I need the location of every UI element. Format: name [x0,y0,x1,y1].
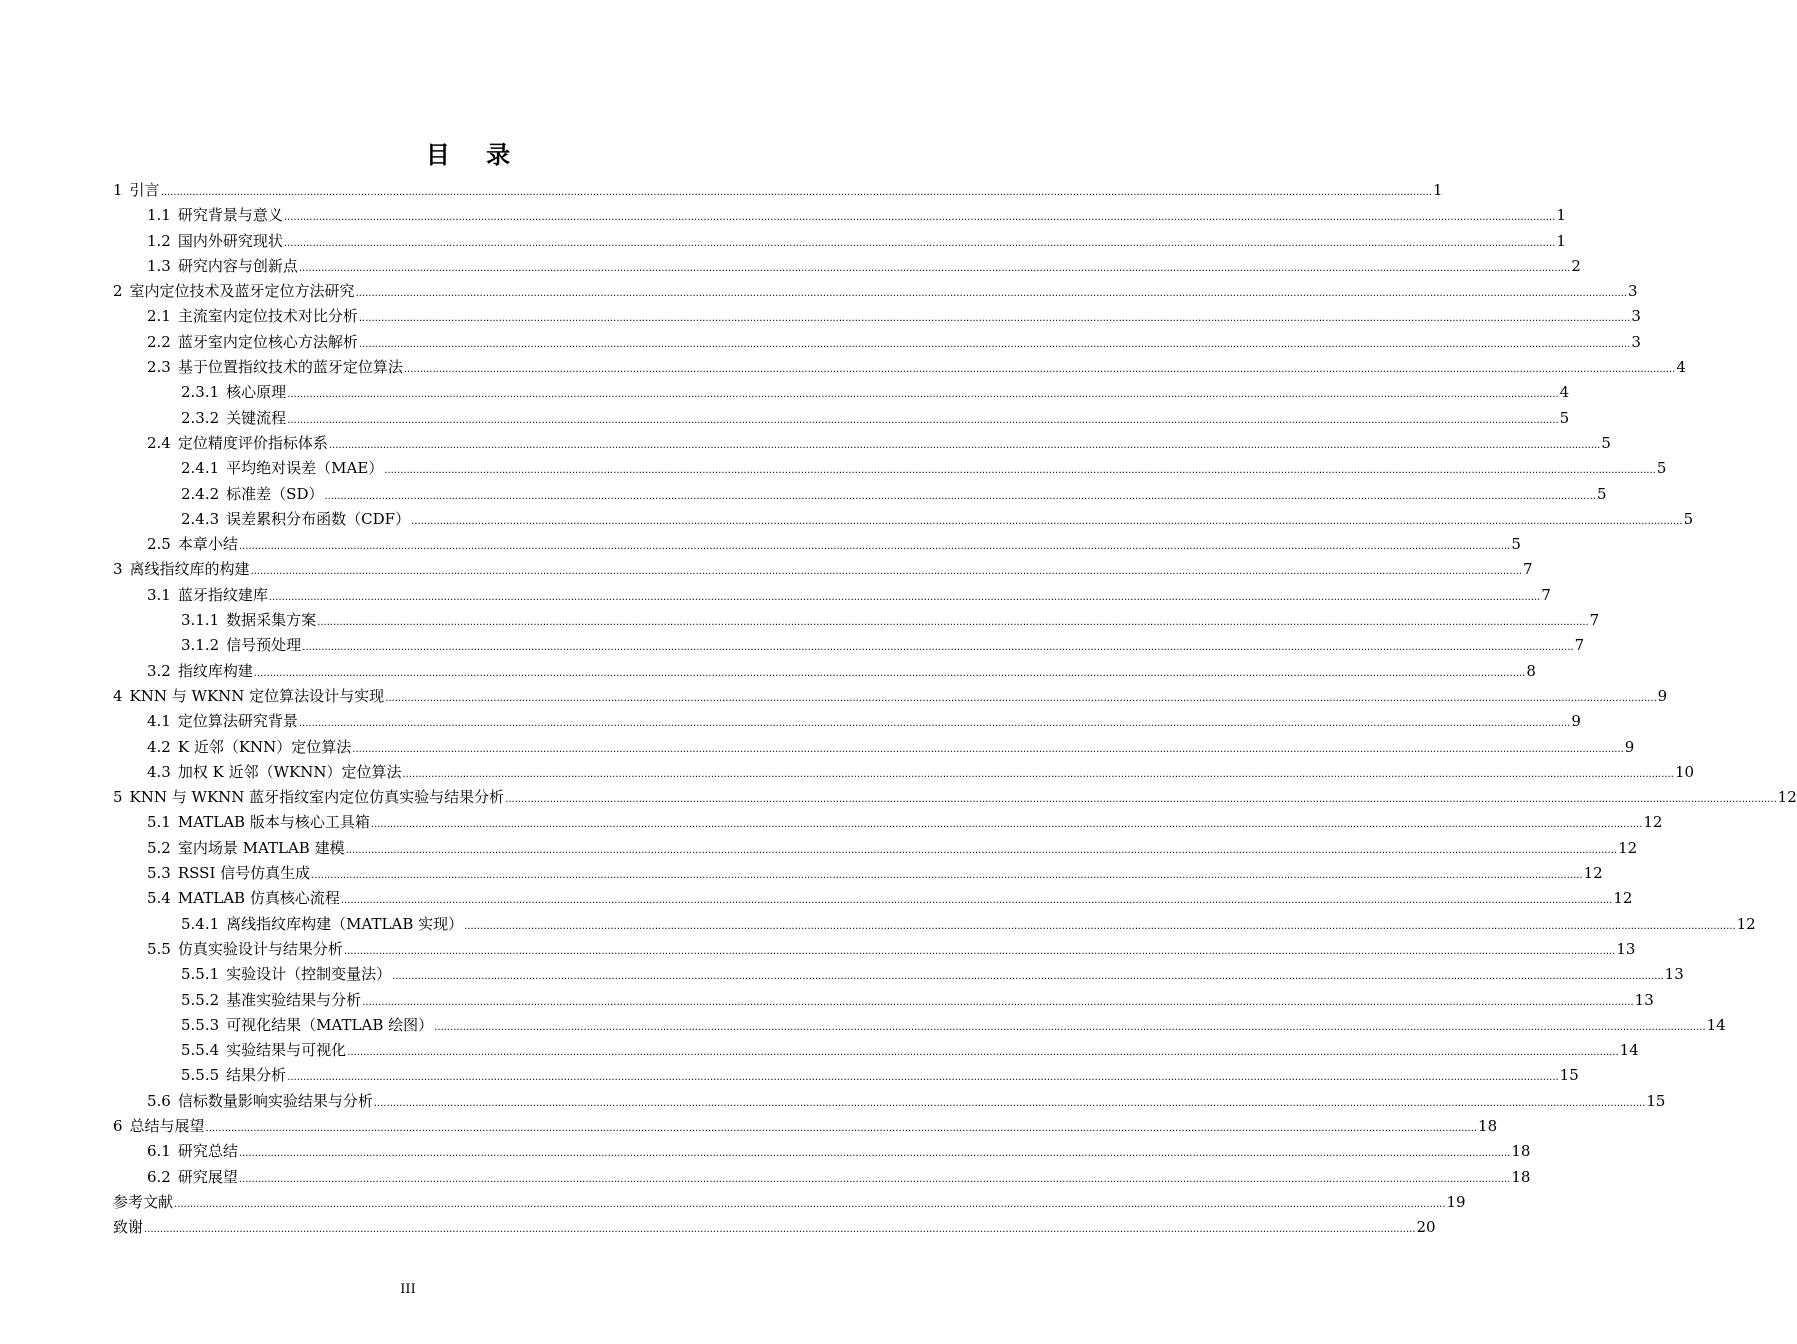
toc-entry[interactable] [113,1139,1531,1164]
toc-entry[interactable] [113,1165,1531,1190]
toc-entry-title: 信标数量影响实验结果与分析 [177,1091,373,1110]
toc-entry-number: 4.1 [147,712,171,731]
toc-entry-page: 1 [1556,231,1566,250]
dot-leader: ................................................................................................................................................................................................................................................................................................................................................................................................................ [358,338,1631,350]
page-number: III [400,1282,416,1297]
toc-entry-number: 5.5 [147,939,171,958]
toc-entry-number: 2.5 [147,535,171,554]
toc-entry-title: 结果分析 [226,1066,287,1085]
toc-entry-number: 4.3 [147,762,171,781]
toc-entry-title: 加权 K 近邻（WKNN）定位算法 [177,762,402,781]
toc-entry[interactable] [113,1089,1666,1114]
toc-entry-page: 3 [1631,332,1641,351]
dot-leader: ................................................................................................................................................................................................................................................................................................................................................................................................................ [464,920,1736,932]
toc-entry-page: 3 [1628,282,1638,301]
toc-entry-page: 19 [1446,1192,1466,1211]
toc-entry-title: 定位算法研究背景 [177,712,298,731]
toc-entry-page: 13 [1634,990,1654,1009]
dot-leader: ................................................................................................................................................................................................................................................................................................................................................................................................................ [298,718,1571,730]
dot-leader: ................................................................................................................................................................................................................................................................................................................................................................................................................ [343,945,1616,957]
dot-leader: ................................................................................................................................................................................................................................................................................................................................................................................................................ [253,667,1526,679]
toc-entry-number: 3.1.2 [181,636,220,655]
toc-entry-number: 2.4.1 [181,459,220,478]
toc-entry-page: 9 [1624,737,1635,756]
toc-entry-page: 18 [1511,1167,1531,1186]
toc-entry-title: 离线指纹库的构建 [129,560,250,579]
dot-leader: ................................................................................................................................................................................................................................................................................................................................................................................................................ [347,1047,1619,1059]
toc-entry-title: 本章小结 [177,535,238,554]
toc-entry-page: 18 [1511,1142,1531,1161]
dot-leader: ................................................................................................................................................................................................................................................................................................................................................................................................................ [144,1224,1416,1236]
dot-leader: ................................................................................................................................................................................................................................................................................................................................................................................................................ [287,389,1559,401]
toc-entry-page: 1 [1433,181,1443,199]
toc-entry[interactable] [113,557,1533,582]
dot-leader: ................................................................................................................................................................................................................................................................................................................................................................................................................ [238,541,1511,553]
toc-entry[interactable] [113,861,1603,886]
dot-leader: ................................................................................................................................................................................................................................................................................................................................................................................................................ [392,971,1664,983]
toc-entry-page: 7 [1523,560,1533,579]
toc-entry-title: RSSI 信号仿真生成 [177,864,311,883]
dot-leader: ................................................................................................................................................................................................................................................................................................................................................................................................................ [373,1097,1646,1109]
toc-entry[interactable] [113,431,1611,456]
dot-leader: ................................................................................................................................................................................................................................................................................................................................................................................................................ [352,743,1624,755]
toc-entry-number: 2 [113,282,123,301]
toc-entry[interactable] [113,254,1581,279]
toc-entry[interactable] [113,633,1585,658]
toc-entry-number: 5.5.2 [181,990,220,1009]
dot-leader: ................................................................................................................................................................................................................................................................................................................................................................................................................ [505,794,1777,806]
toc-entry[interactable] [113,583,1551,608]
toc-entry-number: 1.3 [147,256,171,275]
toc-entry-number: 5.5.3 [181,1015,220,1034]
toc-entry-title: 数据采集方案 [226,611,317,630]
toc-entry-number: 1 [113,181,123,199]
toc-entry-title: KNN 与 WKNN 蓝牙指纹室内定位仿真实验与结果分析 [129,788,505,807]
toc-entry-title: 蓝牙指纹建库 [177,585,268,604]
toc-entry[interactable] [113,355,1686,380]
toc-entry-title: 研究背景与意义 [177,206,283,225]
toc-entry-title: 基准实验结果与分析 [226,990,362,1009]
toc-entry[interactable] [113,735,1635,760]
toc-entry[interactable] [113,608,1600,633]
dot-leader: ................................................................................................................................................................................................................................................................................................................................................................................................................ [362,996,1634,1008]
toc-entry-page: 2 [1571,256,1581,275]
toc-entry-title: 信号预处理 [226,636,302,655]
toc-entry-page: 12 [1618,838,1638,857]
toc-entry-number: 6.1 [147,1142,171,1161]
toc-entry-page: 20 [1416,1218,1436,1237]
dot-leader: ................................................................................................................................................................................................................................................................................................................................................................................................................ [268,591,1541,603]
toc-entry-title: 平均绝对误差（MAE） [226,459,384,478]
dot-leader: ................................................................................................................................................................................................................................................................................................................................................................................................................ [283,212,1556,224]
toc-entry-number: 2.4.2 [181,484,220,503]
toc-entry[interactable] [113,380,1570,405]
dot-leader: ................................................................................................................................................................................................................................................................................................................................................................................................................ [317,617,1589,629]
toc-entry-title: 仿真实验设计与结果分析 [177,939,343,958]
toc-entry-page: 5 [1511,535,1521,554]
dot-leader: ................................................................................................................................................................................................................................................................................................................................................................................................................ [328,439,1601,451]
toc-entry-title: 参考文献 [113,1192,174,1211]
toc-entry[interactable] [113,482,1607,507]
dot-leader: ................................................................................................................................................................................................................................................................................................................................................................................................................ [434,1021,1706,1033]
toc-entry[interactable] [113,684,1668,709]
toc-entry-page: 3 [1631,307,1641,326]
toc-entry-page: 5 [1596,484,1607,503]
dot-leader: ................................................................................................................................................................................................................................................................................................................................................................................................................ [287,414,1559,426]
toc-entry-title: 指纹库构建 [177,661,253,680]
toc-entry[interactable] [113,1190,1466,1215]
toc-entry-number: 5.5.5 [181,1066,220,1085]
dot-leader: ................................................................................................................................................................................................................................................................................................................................................................................................................ [411,515,1683,527]
toc-entry-page: 4 [1676,358,1686,377]
toc-entry-page: 8 [1526,661,1536,680]
toc-entry[interactable] [113,1038,1639,1063]
dot-leader: ................................................................................................................................................................................................................................................................................................................................................................................................................ [250,566,1523,578]
toc-entry-page: 7 [1589,611,1600,630]
toc-entry-page: 7 [1541,585,1551,604]
toc-entry[interactable] [113,1215,1436,1240]
toc-entry[interactable] [113,962,1684,987]
dot-leader: ................................................................................................................................................................................................................................................................................................................................................................................................................ [160,187,1433,198]
toc-entry[interactable] [113,810,1663,835]
toc-entry-page: 13 [1664,965,1684,984]
toc-entry-number: 2.3.2 [181,408,220,427]
toc-entry-page: 12 [1583,864,1603,883]
toc-entry-page: 5 [1601,433,1611,452]
toc-entry-number: 2.3.1 [181,383,220,402]
toc-entry-number: 4.2 [147,737,171,756]
dot-leader: ................................................................................................................................................................................................................................................................................................................................................................................................................ [205,1122,1478,1134]
toc-entry-title: 实验设计（控制变量法） [226,965,392,984]
toc-entry-number: 2.2 [147,332,171,351]
dot-leader: ................................................................................................................................................................................................................................................................................................................................................................................................................ [238,1173,1511,1185]
toc-entry[interactable] [113,406,1570,431]
toc-entry-number: 4 [113,686,123,705]
toc-entry-page: 14 [1619,1041,1639,1060]
toc-entry-title: 可视化结果（MATLAB 绘图） [226,1015,434,1034]
toc-entry-title: 研究内容与创新点 [177,256,298,275]
dot-leader: ................................................................................................................................................................................................................................................................................................................................................................................................................ [302,642,1574,654]
toc-entry-page: 9 [1571,712,1581,731]
toc-entry-number: 5.5.1 [181,965,220,984]
dot-leader: ................................................................................................................................................................................................................................................................................................................................................................................................................ [298,262,1571,274]
dot-leader: ................................................................................................................................................................................................................................................................................................................................................................................................................ [345,844,1618,856]
toc-entry-title: 基于位置指纹技术的蓝牙定位算法 [177,358,403,377]
toc-entry-title: 主流室内定位技术对比分析 [177,307,358,326]
toc-entry-page: 5 [1683,509,1694,528]
toc-entry-page: 10 [1674,762,1695,781]
toc-entry-page: 15 [1559,1066,1579,1085]
toc-entry-title: 标准差（SD） [226,484,324,503]
dot-leader: ................................................................................................................................................................................................................................................................................................................................................................................................................ [238,1148,1511,1160]
toc-entry[interactable] [113,1063,1579,1088]
toc-entry-page: 12 [1643,813,1663,832]
toc-entry[interactable] [113,760,1695,785]
toc-entry-number: 3.1.1 [181,611,220,630]
toc-entry-number: 2.1 [147,307,171,326]
toc-entry-number: 1.1 [147,206,171,225]
toc-entry-title: KNN 与 WKNN 定位算法设计与实现 [129,686,385,705]
toc-entry[interactable] [113,532,1521,557]
table-of-contents [113,178,1797,1240]
toc-entry-title: K 近邻（KNN）定位算法 [177,737,352,756]
toc-entry-page: 5 [1559,408,1570,427]
toc-entry-title: 室内定位技术及蓝牙定位方法研究 [129,282,355,301]
toc-entry[interactable] [113,659,1536,684]
dot-leader: ................................................................................................................................................................................................................................................................................................................................................................................................................ [283,237,1556,249]
dot-leader: ................................................................................................................................................................................................................................................................................................................................................................................................................ [403,364,1676,376]
toc-entry-number: 3 [113,560,123,579]
toc-entry-title: MATLAB 版本与核心工具箱 [177,813,370,832]
toc-entry-number: 3.1 [147,585,171,604]
toc-entry-page: 15 [1646,1091,1666,1110]
toc-entry[interactable] [113,178,1443,203]
dot-leader: ................................................................................................................................................................................................................................................................................................................................................................................................................ [384,465,1656,477]
toc-entry-number: 3.2 [147,661,171,680]
toc-entry-title: 误差累积分布函数（CDF） [226,509,411,528]
toc-entry-number: 5 [113,788,123,807]
toc-entry-page: 4 [1559,383,1570,402]
toc-entry-page: 9 [1657,686,1668,705]
toc-entry-title: 总结与展望 [129,1116,205,1135]
page-title: 目 录 [425,141,525,169]
toc-entry[interactable] [113,279,1638,304]
toc-entry[interactable] [113,937,1636,962]
toc-entry[interactable] [113,988,1654,1013]
toc-entry[interactable] [113,229,1566,254]
toc-entry[interactable] [113,203,1566,228]
dot-leader: ................................................................................................................................................................................................................................................................................................................................................................................................................ [402,768,1674,780]
toc-entry[interactable] [113,330,1641,355]
toc-entry-page: 12 [1613,889,1633,908]
dot-leader: ................................................................................................................................................................................................................................................................................................................................................................................................................ [358,313,1631,325]
dot-leader: ................................................................................................................................................................................................................................................................................................................................................................................................................ [355,288,1628,300]
toc-entry-title: 核心原理 [226,383,287,402]
toc-entry-title: MATLAB 仿真核心流程 [177,889,340,908]
toc-entry-number: 5.2 [147,838,171,857]
toc-entry-number: 2.4 [147,433,171,452]
toc-entry-number: 1.2 [147,231,171,250]
dot-leader: ................................................................................................................................................................................................................................................................................................................................................................................................................ [324,490,1596,502]
toc-entry-title: 关键流程 [226,408,287,427]
toc-entry-title: 引言 [129,181,160,199]
toc-entry-title: 研究总结 [177,1142,238,1161]
toc-entry-number: 2.3 [147,358,171,377]
toc-entry-page: 12 [1736,914,1756,933]
dot-leader: ................................................................................................................................................................................................................................................................................................................................................................................................................ [311,870,1583,882]
toc-entry-page: 13 [1616,939,1636,958]
toc-entry-title: 研究展望 [177,1167,238,1186]
dot-leader: ................................................................................................................................................................................................................................................................................................................................................................................................................ [287,1072,1559,1084]
toc-entry-number: 5.4 [147,889,171,908]
toc-entry[interactable] [113,785,1797,810]
toc-entry-number: 5.4.1 [181,914,220,933]
toc-entry-title: 离线指纹库构建（MATLAB 实现） [226,914,464,933]
toc-entry-page: 1 [1556,206,1566,225]
toc-entry[interactable] [113,456,1667,481]
dot-leader: ................................................................................................................................................................................................................................................................................................................................................................................................................ [385,692,1657,704]
dot-leader: ................................................................................................................................................................................................................................................................................................................................................................................................................ [370,819,1643,831]
toc-entry-number: 5.1 [147,813,171,832]
toc-entry-title: 定位精度评价指标体系 [177,433,328,452]
dot-leader: ................................................................................................................................................................................................................................................................................................................................................................................................................ [340,895,1613,907]
toc-entry-title: 蓝牙室内定位核心方法解析 [177,332,358,351]
toc-entry-page: 7 [1574,636,1585,655]
toc-entry-page: 12 [1777,788,1797,807]
toc-entry[interactable] [113,886,1633,911]
toc-entry[interactable] [113,912,1756,937]
toc-entry[interactable] [113,1114,1498,1139]
toc-entry-title: 国内外研究现状 [177,231,283,250]
toc-entry-number: 6 [113,1116,123,1135]
toc-entry[interactable] [113,836,1638,861]
toc-entry-title: 室内场景 MATLAB 建模 [177,838,345,857]
toc-entry-number: 2.4.3 [181,509,220,528]
toc-entry-number: 5.5.4 [181,1041,220,1060]
toc-entry[interactable] [113,304,1641,329]
dot-leader: ................................................................................................................................................................................................................................................................................................................................................................................................................ [174,1198,1446,1210]
toc-entry-number: 6.2 [147,1167,171,1186]
toc-entry[interactable] [113,709,1581,734]
toc-entry-title: 致谢 [113,1218,144,1237]
toc-entry[interactable] [113,1013,1726,1038]
toc-entry-page: 14 [1706,1015,1726,1034]
toc-entry-title: 实验结果与可视化 [226,1041,347,1060]
toc-entry-page: 18 [1478,1116,1498,1135]
toc-entry-page: 5 [1656,459,1667,478]
toc-entry-number: 5.6 [147,1091,171,1110]
toc-entry[interactable] [113,507,1694,532]
toc-entry-number: 5.3 [147,864,171,883]
